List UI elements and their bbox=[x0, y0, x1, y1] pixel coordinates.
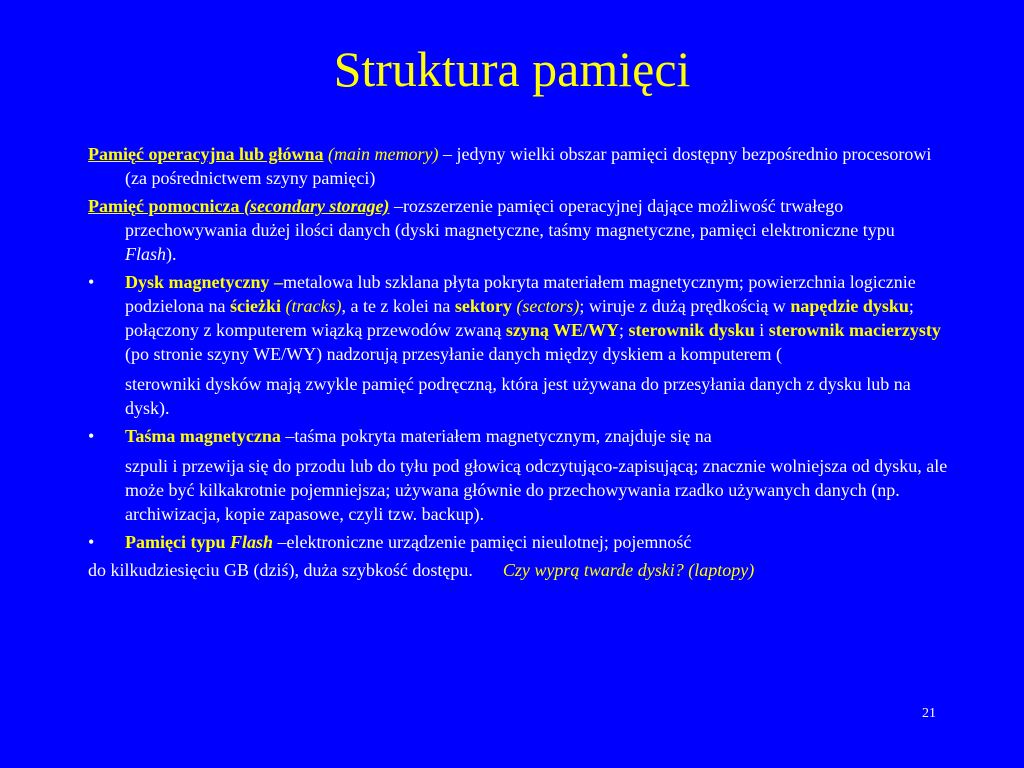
secondary-storage-desc-a: –rozszerzenie pamięci operacyjnej dające możliwość trwałego przechowywania dużej ilości danych (dyski magnetyczne, taśmy magnetyczne, pamięci elektroniczne typu bbox=[125, 196, 895, 240]
bullet-icon: • bbox=[88, 426, 95, 446]
main-memory-desc: – jedyny wielki obszar pamięci dostępny bezpośrednio procesorowi (za pośrednictwem szyny pamięci) bbox=[125, 144, 932, 188]
term-flash-b: Flash bbox=[230, 532, 274, 552]
term-io-bus: szyną WE/WY bbox=[505, 320, 620, 340]
slide-title: Struktura pamięci bbox=[333, 41, 691, 97]
paragraph-secondary-storage bbox=[88, 194, 948, 266]
bullet-flash-memory: • Pamięci typu Flash –elektroniczne urządzenie pamięci nieulotnej; pojemność bbox=[88, 532, 692, 552]
question-text: Czy wyprą twarde dyski? (laptopy) bbox=[502, 560, 755, 580]
bullet-icon: • bbox=[88, 532, 95, 552]
term-disk-drive: napędzie dysku bbox=[790, 296, 909, 316]
term-host-controller: sterownik macierzysty bbox=[768, 320, 941, 340]
bullet-magnetic-tape: • Taśma magnetyczna –taśma pokryta materiałem magnetycznym, znajduje się na szpuli i przewija się do przodu lub do tyłu pod głowicą odczytująco-zapisującą; znacznie wolniejsza od dysku, ale może być kilkakrotnie pojemniejsza; używana głównie do przechowywania rzadko używanych danych (np. archiwizacja, kopie zapasowe, czyli tzw. backup). bbox=[88, 426, 948, 524]
term-magnetic-disk: Dysk magnetyczny bbox=[125, 272, 270, 292]
term-flash-a: Pamięci typu bbox=[125, 532, 230, 552]
slide-content bbox=[88, 142, 948, 582]
secondary-storage-desc-b: ). bbox=[166, 244, 177, 264]
term-tracks: ścieżki bbox=[229, 296, 281, 316]
term-main-memory: Pamięć operacyjna lub główna bbox=[88, 144, 324, 164]
term-disk-controller: sterownik dysku bbox=[628, 320, 755, 340]
flash-word: Flash bbox=[125, 244, 167, 264]
term-sectors: sektory bbox=[454, 296, 512, 316]
paragraph-main-memory bbox=[88, 142, 948, 190]
page-number: 21 bbox=[922, 706, 936, 721]
bullet-icon: • bbox=[88, 272, 95, 292]
paragraph-flash-capacity bbox=[88, 558, 948, 582]
flash-capacity-text: do kilkudziesięciu GB (dziś), duża szybkość dostępu. bbox=[88, 560, 473, 580]
term-main-memory-en: (main memory) bbox=[328, 144, 439, 164]
disk-cache-note: sterowniki dysków mają zwykle pamięć podręczną, która jest używana do przesyłania danych z dysku lub na dysk). bbox=[125, 374, 911, 418]
term-secondary-storage: Pamięć pomocnicza (secondary storage) bbox=[88, 196, 390, 216]
term-magnetic-tape: Taśma magnetyczna bbox=[125, 426, 281, 446]
bullet-magnetic-disk: • Dysk magnetyczny –metalowa lub szklana płyta pokryta materiałem magnetycznym; powierzchnia logicznie podzielona na ścieżki (tracks), a te z kolei na sektory (sectors); wiruje z dużą prędkością w napędzie dysku; połączony z komputerem wiązką przewodów zwaną szyną WE/WY; sterownik dysku i sterownik macierzysty (po stronie szyny WE/WY) nadzorują przesyłanie danych między dyskiem a komputerem ( sterowniki dysków mają zwykle pamięć podręczną, która jest używana do przesyłania danych z dysku lub na dysk). bbox=[88, 270, 948, 420]
tape-desc: szpuli i przewija się do przodu lub do tyłu pod głowicą odczytująco-zapisującą; znacznie wolniejsza od dysku, ale może być kilkakrotnie pojemniejsza; używana głównie do przechowywania rzadko używanych danych (np. archiwizacja, kopie zapasowe, czyli tzw. backup). bbox=[125, 456, 948, 524]
